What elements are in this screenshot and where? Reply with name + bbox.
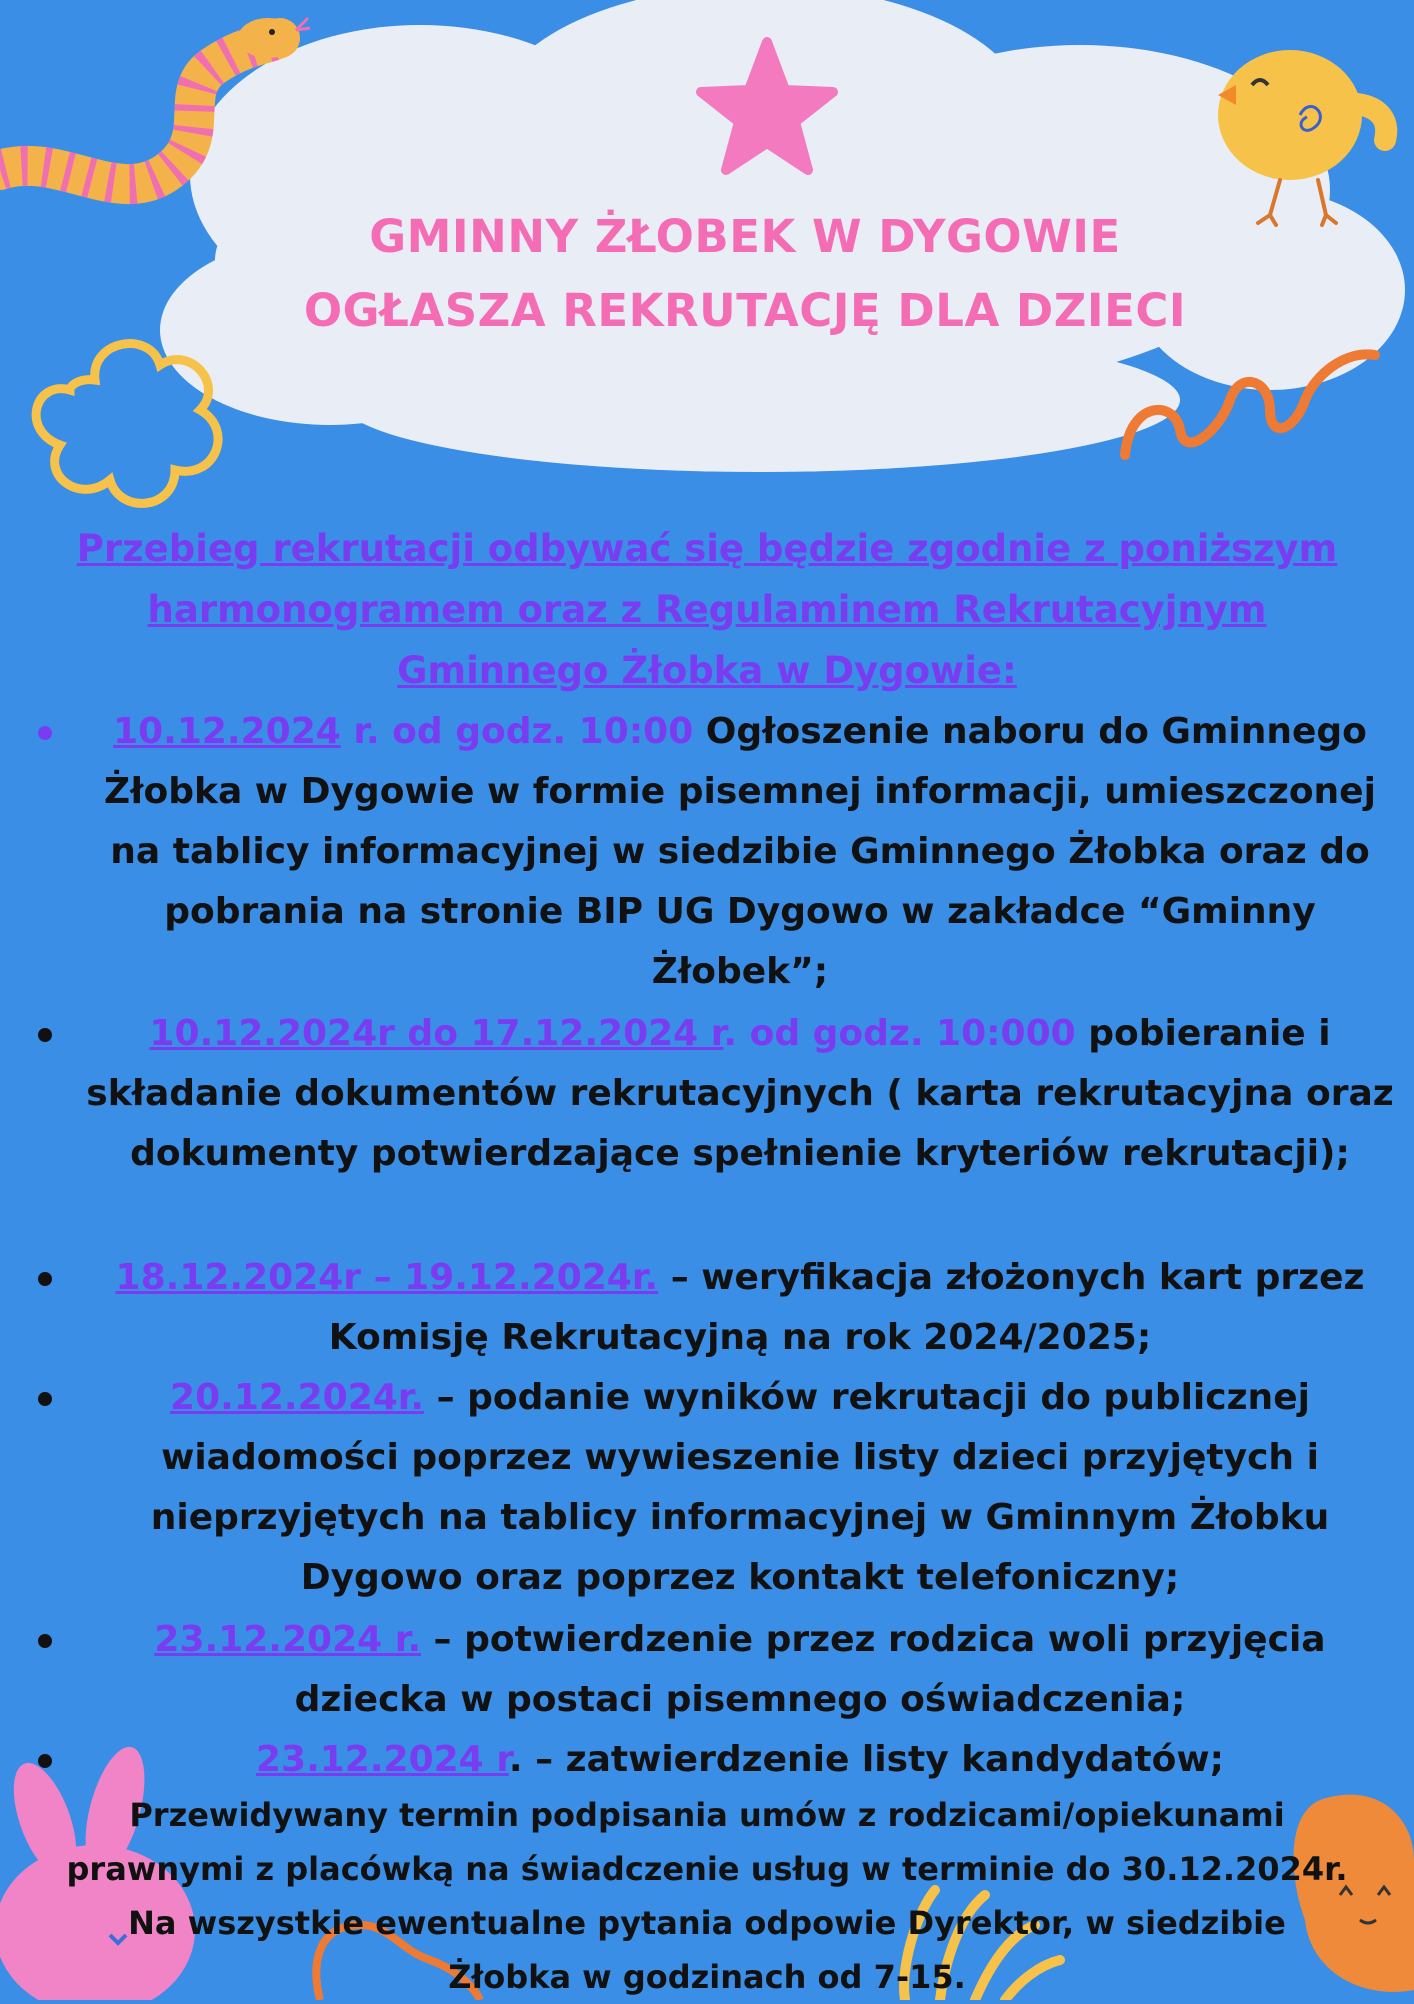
schedule-description: . – zatwierdzenie listy kandydatów;: [508, 1739, 1224, 1780]
page-title: [150, 200, 1340, 348]
intro-line-1: Przebieg rekrutacji odbywać się będzie zgodnie z poniższym: [76, 527, 1338, 570]
bullet-icon: [38, 1392, 52, 1406]
intro-heading: [10, 518, 1404, 701]
bullet-icon: [38, 1028, 52, 1042]
schedule-date: 23.12.2024 r: [255, 1739, 509, 1780]
schedule-item-text: [78, 1004, 1402, 1184]
schedule-description: – potwierdzenie przez rodzica woli przyjęcia dziecka w postaci pisemnego oświadczenia;: [294, 1619, 1326, 1720]
intro-line-2: harmonogramem oraz z Regulaminem Rekrutacyjnym: [147, 588, 1267, 631]
bullet-icon: [38, 1634, 52, 1648]
schedule-item-text: [78, 1368, 1402, 1608]
schedule-time: r. od godz. 10:00: [340, 711, 706, 752]
schedule-item: [0, 702, 1414, 1002]
schedule-description: Ogłoszenie naboru do Gminnego Żłobka w Dygowie w formie pisemnej informacji, umieszczonej na tablicy informacyjnej w siedzibie Gminnego Żłobka oraz do pobrania na stronie BIP UG Dygowo w zakładce “Gminny Żłobek”;: [104, 711, 1376, 992]
schedule-item-text: [78, 1730, 1402, 1790]
bullet-icon: [38, 726, 52, 740]
schedule-time: . od godz. 10:000: [723, 1013, 1089, 1054]
footer-line-3: Na wszystkie ewentualne pytania odpowie Dyrektor, w siedzibie: [128, 1904, 1286, 1942]
schedule-item: [0, 1610, 1414, 1730]
schedule-date: 18.12.2024r – 19.12.2024r.: [115, 1257, 659, 1298]
schedule-date: 20.12.2024r.: [170, 1377, 425, 1418]
footer-line-4: Żłobka w godzinach od 7-15.: [448, 1958, 966, 1996]
schedule-item-text: [78, 702, 1402, 1002]
schedule-item: [0, 1368, 1414, 1608]
title-line-2: OGŁASZA REKRUTACJĘ DLA DZIECI: [303, 284, 1187, 337]
schedule-description: – weryfikacja złożonych kart przez Komisję Rekrutacyjną na rok 2024/2025;: [328, 1257, 1365, 1358]
schedule-item: [0, 1248, 1414, 1368]
footer-line-1: Przewidywany termin podpisania umów z rodzicami/opiekunami: [129, 1796, 1285, 1834]
schedule-item-text: [78, 1248, 1402, 1368]
footer-line-2: prawnymi z placówką na świadczenie usług w terminie do 30.12.2024r.: [66, 1850, 1348, 1888]
schedule-description: – podanie wyników rekrutacji do publicznej wiadomości poprzez wywieszenie listy dzieci przyjętych i nieprzyjętych na tablicy informacyjnej w Gminnym Żłobku Dygowo oraz poprzez kontakt telefoniczny;: [150, 1377, 1330, 1598]
bullet-icon: [38, 1272, 52, 1286]
schedule-date: 10.12.2024: [113, 711, 341, 752]
schedule-description: pobieranie i składanie dokumentów rekrutacyjnych ( karta rekrutacyjna oraz dokumenty potwierdzające spełnienie kryteriów rekrutacji);: [86, 1013, 1394, 1174]
schedule-item-text: [78, 1610, 1402, 1730]
intro-line-3: Gminnego Żłobka w Dygowie:: [397, 649, 1017, 692]
schedule-item: [0, 1004, 1414, 1184]
schedule-date: 10.12.2024r do 17.12.2024 r: [149, 1013, 724, 1054]
bullet-icon: [38, 1754, 52, 1768]
title-line-1: GMINNY ŻŁOBEK W DYGOWIE: [369, 210, 1121, 263]
schedule-item: [0, 1730, 1414, 1790]
schedule-date: 23.12.2024 r.: [154, 1619, 421, 1660]
footer-note: [0, 1788, 1414, 2004]
